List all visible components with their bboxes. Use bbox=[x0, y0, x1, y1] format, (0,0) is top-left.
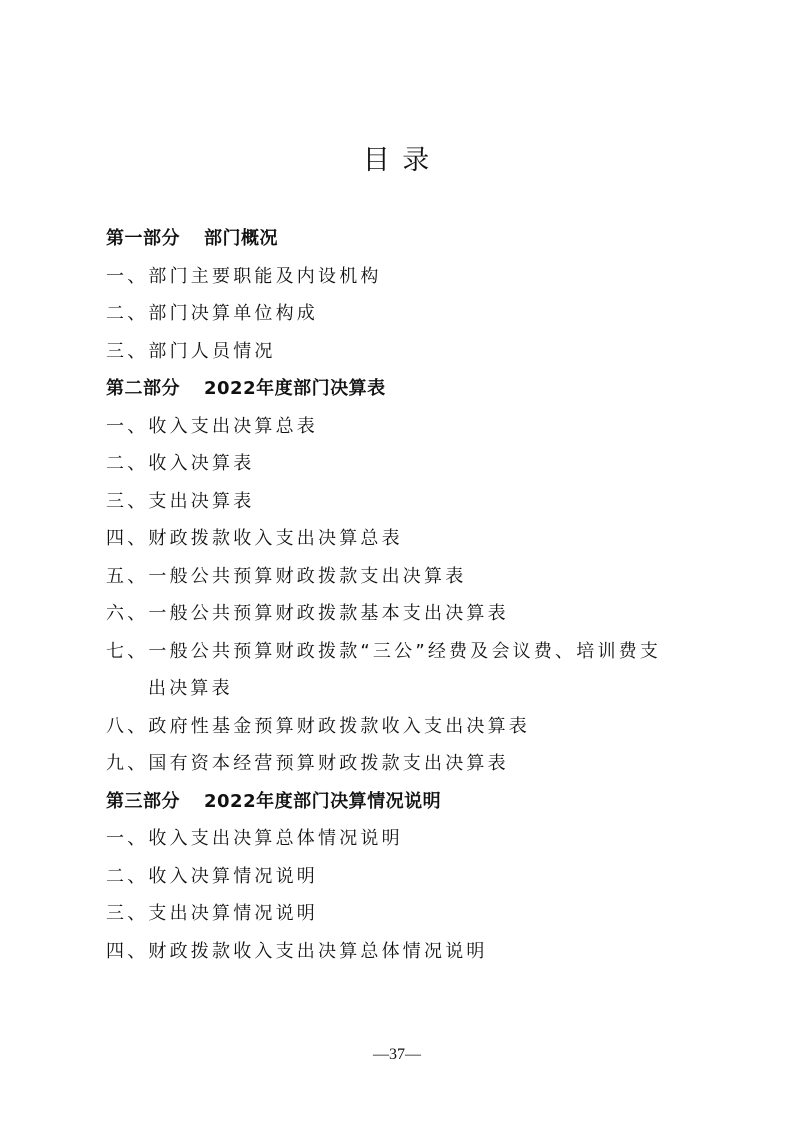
toc-part-label: 第二部分 bbox=[106, 378, 180, 399]
toc-item: 四、财政拨款收入支出决算总表 bbox=[106, 528, 403, 549]
page-number: —37— bbox=[373, 1046, 421, 1063]
toc-item: 二、收入决算情况说明 bbox=[106, 865, 318, 887]
toc-part-title: 2022年度部门决算表 bbox=[204, 378, 386, 399]
toc-item: 三、支出决算情况说明 bbox=[106, 903, 318, 924]
toc-part-heading bbox=[106, 370, 706, 408]
toc-item: 一、收入支出决算总体情况说明 bbox=[106, 828, 403, 849]
toc-item: 二、部门决算单位构成 bbox=[106, 303, 318, 324]
toc-item: 四、财政拨款收入支出决算总体情况说明 bbox=[106, 940, 488, 962]
table-of-contents bbox=[106, 220, 706, 970]
toc-item: 一、收入支出决算总表 bbox=[106, 415, 318, 437]
toc-part-heading bbox=[106, 783, 706, 821]
toc-item: 六、一般公共预算财政拨款基本支出决算表 bbox=[106, 603, 509, 624]
toc-part-label: 第一部分 bbox=[106, 228, 180, 249]
toc-item: 八、政府性基金预算财政拨款收入支出决算表 bbox=[106, 715, 530, 737]
page-title: 目 录 bbox=[362, 145, 432, 176]
toc-item: 一、部门主要职能及内设机构 bbox=[106, 265, 382, 287]
toc-part-heading bbox=[106, 220, 706, 258]
toc-item: 五、一般公共预算财政拨款支出决算表 bbox=[106, 565, 467, 587]
toc-item: 二、收入决算表 bbox=[106, 453, 255, 474]
toc-item: 三、支出决算表 bbox=[106, 490, 255, 512]
toc-part-label: 第三部分 bbox=[106, 790, 180, 812]
toc-part-title: 部门概况 bbox=[204, 228, 278, 249]
toc-item: 九、国有资本经营预算财政拨款支出决算表 bbox=[106, 753, 509, 774]
toc-item: 三、部门人员情况 bbox=[106, 340, 276, 362]
toc-item: 七、一般公共预算财政拨款“三公”经费及会议费、培训费支 bbox=[106, 640, 662, 662]
toc-item-continuation: 出决算表 bbox=[148, 678, 233, 699]
toc-part-title: 2022年度部门决算情况说明 bbox=[204, 790, 442, 812]
